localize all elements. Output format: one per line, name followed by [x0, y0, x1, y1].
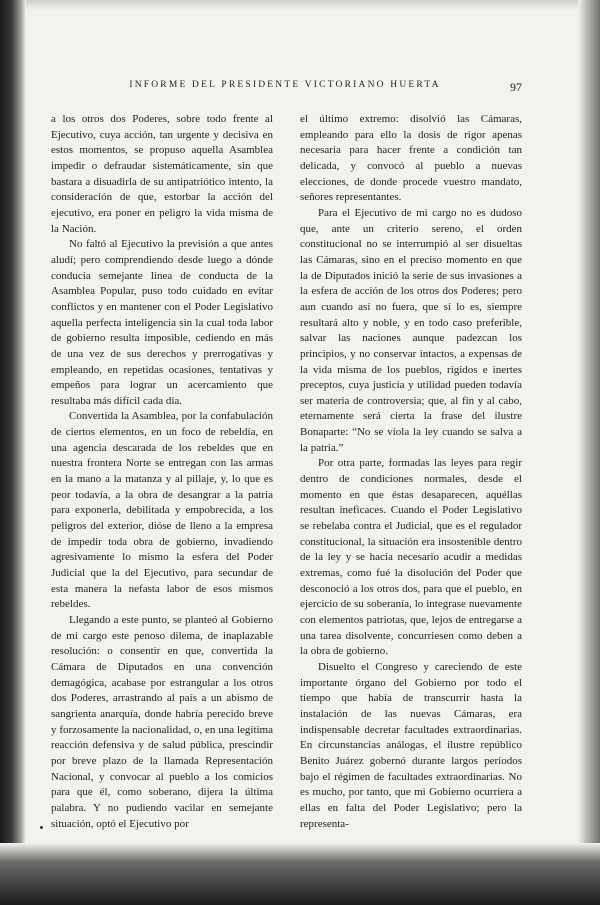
book-gutter-shadow	[0, 0, 26, 905]
paragraph: a los otros dos Poderes, sobre todo frente al Ejecutivo, cuya acción, tan urgente y decisiva en estos momentos, se propuso aquella Asamblea impedir o defraudar sistemáticamente, sin que bastara a disuadirla de su antipatriótico intento, la consideración de que, estorbar la acción del ejecutivo, era poner en peligro la vida misma de la Nación.	[51, 113, 273, 235]
page-number: 97	[510, 80, 522, 94]
scan-speck	[40, 826, 43, 829]
running-header: INFORME DEL PRESIDENTE VICTORIANO HUERTA	[129, 80, 441, 90]
paragraph: Por otra parte, formadas las leyes para regir dentro de condiciones normales, desde el momento en que éstas desaparecen, aquéllas resultan ineficaces. Cuando el Poder Legislativo se rebelaba contra el Judicial, que es el regulador constitucional, la situación era insostenible dentro de la ley y se hacía necesario acudir a medidas extremas, como fué la disolución del Poder que desconoció a los otros dos, para que el pueblo, en ejercicio de su soberanía, lo integrase nuevamente con elementos patriotas, que, lejos de entregarse a una tarea disolvente, concurriesen como deben a la obra de gobierno.	[300, 457, 522, 658]
paragraph: No faltó al Ejecutivo la previsión a que antes aludí; pero comprendiendo desde luego a dónde conducía semejante línea de conducta de la Asamblea Popular, puso todo cuidado en evitar conflictos y en mantener con el Poder Legislativo aquella perfecta inteligencia sin la cual toda labor de gobierno resulta imposible, cediendo en más de una vez de sus derechos y prerrogativas y empleando, en repetidas ocasiones, tentativas y empeños para lograr un acercamiento que resultaba más difícil cada día.	[51, 238, 273, 407]
paragraph: Convertida la Asamblea, por la confabulación de ciertos elementos, en un foco de rebeldía, en una agencia descarada de los rebeldes que en nuestra frontera Norte se entregan con las armas en la mano a la matanza y al pillaje, y, lo que es peor todavía, a la obra de desangrar a la patria para exponerla, debilitada y empobrecida, a los peligros del exterior, dióse de lleno a la empresa de impedir toda obra de gobierno, invadiendo agresivamente lo mismo la esfera del Poder Judicial que la del Ejecutivo, para secundar de esta manera la nefasta labor de esos mismos rebeldes.	[51, 410, 273, 611]
page-right-edge	[578, 0, 600, 905]
right-column	[300, 112, 522, 832]
paragraph: Llegando a este punto, se planteó al Gobierno de mi cargo este penoso dilema, de inaplazable resolución: o consentir en que, convertida la Cámara de Diputados en una convención demagógica, acabase por estrangular a los otros dos Poderes, arrastrando al país a un abismo de sangrienta anarquía, donde habría perecido breve y forzosamente la nacionalidad, o, en una legítima reacción defensiva y de salud pública, prescindir por breve plazo de la llamada Representación Nacional, y convocar al pueblo a los comicios para que él, como soberano, dijera la última palabra. Y no pudiendo vacilar en semejante situación, optó el Ejecutivo por	[51, 614, 273, 830]
page-top-edge	[0, 0, 600, 10]
paragraph: Para el Ejecutivo de mi cargo no es dudoso que, ante un criterio sereno, el orden constitucional no se interrumpió al ser disueltas las Cámaras, sino en el preciso momento en que la de Diputados inició la serie de sus invasiones a la esfera de acción de los otros dos Poderes; pero aun cuando así no fuera, que sí lo es, siempre resultará alto y noble, y en todo caso preferible, salvar las naciones aunque padezcan los principios, y no conservar intactos, a expensas de la vida misma de los pueblos, rígidos e inertes preceptos, cuya justicia y utilidad pueden todavía ser materia de controversia; que, al fin y al cabo, eternamente será cierta la frase del ilustre Bonaparte: “No se viola la ley cuando se salva a la patria.”	[300, 206, 522, 454]
page-bottom-edge	[0, 843, 600, 905]
paragraph: Disuelto el Congreso y careciendo de este importante órgano del Gobierno por todo el tiempo que había de transcurrir hasta la instalación de las nuevas Cámaras, era indispensable decretar facultades extraordinarias. En circunstancias análogas, el ilustre repúblico Benito Juárez gobernó durante largos períodos bajo el régimen de facultades extraordinarias. No es mucho, por tanto, que mi Gobierno ocurriera a ellas en falta del Poder Legislativo; pero la representa-	[300, 660, 522, 830]
paragraph: el último extremo: disolvió las Cámaras, empleando para ello la dosis de rigor apenas necesaria para hacer frente a condición tan delicada, y convocó al pueblo a nuevas elecciones, de donde procede vuestro mandato, señores representantes.	[300, 113, 522, 204]
left-column	[51, 112, 273, 832]
